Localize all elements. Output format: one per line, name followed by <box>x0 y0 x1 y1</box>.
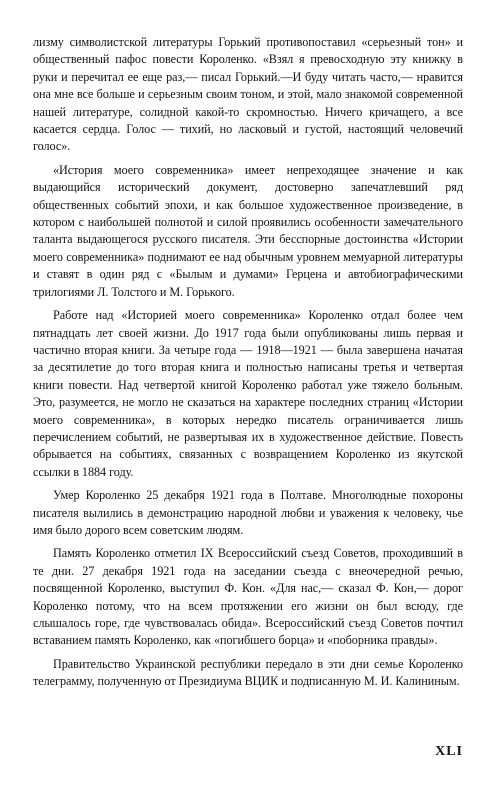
paragraph-death: Умер Короленко 25 декабря 1921 года в Полтаве. Многолюдные похороны писателя вылились в демонстрацию народной любви и уважения к человеку, чье имя было дорого всем советским людям. <box>33 488 463 537</box>
page-number: XLI <box>435 744 463 759</box>
paragraph-soviet-congress: Память Короленко отметил IX Всероссийский съезд Советов, проходивший в те дни. 27 декабря 1921 года на заседании съезда с внеочередной речью, посвященной Короленко, выступил Ф. Кон. «Для нас,— сказал Ф. Кон,— дорог Короленко потому, что на всем протяжении его жизни он был всюду, где слышалось горе, где чувствовалась обида». Всероссийский съезд Советов почтил вставанием память Короленко, как «погибшего борца» и «поборника правды». <box>33 546 463 648</box>
page-body <box>33 34 463 697</box>
paragraph-ukrainian-government: Правительство Украинской республики передало в эти дни семье Короленко телеграмму, полученную от Президиума ВЦИК и подписанную М. И. Калининым. <box>33 656 463 689</box>
paragraph-history-significance: «История моего современника» имеет непреходящее значение и как выдающийся исторический документ, достоверно запечатлевший ряд общественных событий эпохи, и как большое художественное произведение, в котором с наибольшей полнотой и силой проявились особенности замечательного таланта выдающегося русского писателя. Эти бесспорные достоинства «Истории моего современника» поднимают ее над обычным уровнем мемуарной литературы и ставят в один ряд с «Былым и думами» Герцена и автобиографическими трилогиями Л. Толстого и М. Горького. <box>33 162 463 299</box>
paragraph-continued: лизму символистской литературы Горький противопоставил «серьезный тон» и общественный пафос повести Короленко. «Взял я превосходную эту книжку в руки и перечитал ее еще раз,— писал Горький.—И буду читать часто,— нравится она мне все больше и серьезным своим тоном, и этой, мало знакомой современной нашей литературе, солидной какой-то скромностью. Ничего кричащего, а все касается сердца. Голос — тихий, но ласковый и густой, настоящий человечий голос». <box>33 35 463 154</box>
paragraph-work-on-history: Работе над «Историей моего современника» Короленко отдал более чем пятнадцать лет своей жизни. До 1917 года были опубликованы лишь первая и частично вторая книги. За четыре года — 1918—1921 — была завершена начатая за десятилетие до того вторая книга и полностью написаны третья и четвертая книги повести. Над четвертой книгой Короленко работал уже тяжело больным. Это, разумеется, не могло не сказаться на характере последних страниц «Истории моего современника», в которых нередко писатель ограничивается лишь перечислением событий, не развертывая их в художественное действие. Повесть обрывается на событиях, связанных с возвращением Короленко из якутской ссылки в 1884 году. <box>33 308 463 479</box>
